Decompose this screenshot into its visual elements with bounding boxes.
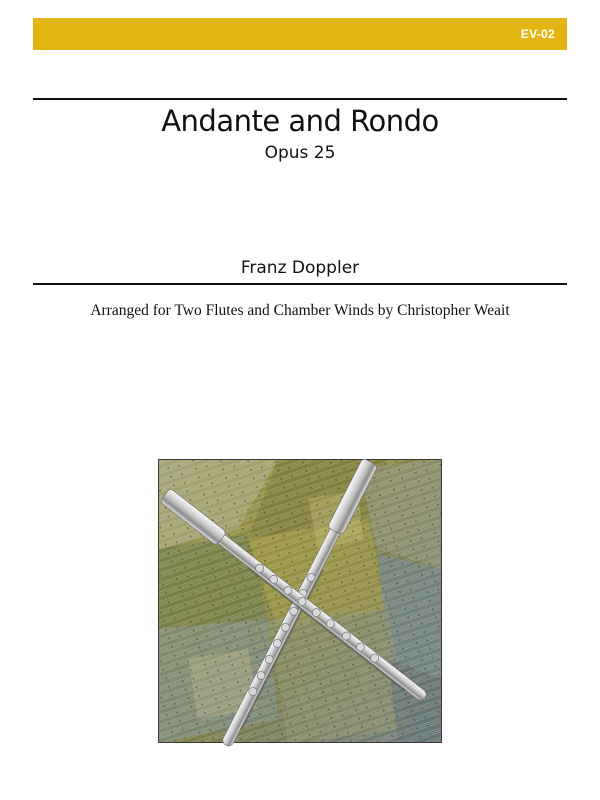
piece-title: Andante and Rondo (161, 104, 439, 138)
header-banner (33, 18, 567, 50)
catalog-code: EV-02 (520, 27, 555, 41)
opus-number: Opus 25 (264, 143, 336, 163)
top-divider (33, 98, 567, 100)
arrangement-credit: Arranged for Two Flutes and Chamber Winds by Christopher Weait (90, 302, 510, 319)
crossed-flutes-image (158, 459, 442, 743)
cover-artwork (158, 459, 442, 743)
composer-name: Franz Doppler (240, 258, 360, 278)
composer-divider (33, 283, 567, 285)
